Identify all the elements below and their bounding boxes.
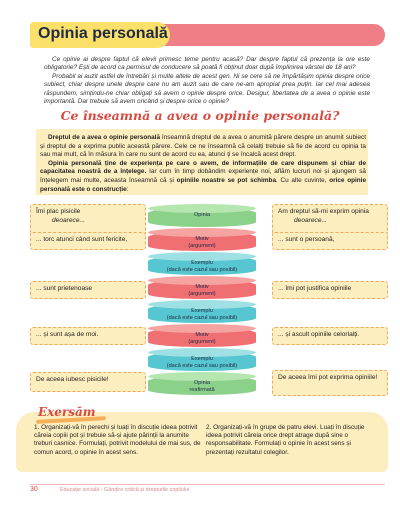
definition-emphasis-2: opiniile noastre se pot schimba: [176, 176, 276, 184]
page-number: 30: [30, 486, 38, 493]
intro-text: [44, 56, 370, 106]
definition-body-2: Iar cum în timp dobândim experiențe noi, aflăm lucruri noi și ajungem să înțelegem mai multe, aceasta înseamnă că și: [40, 168, 366, 184]
right-box-text: ... sunt o persoană,: [278, 236, 335, 243]
stack-disc-example-3: [148, 348, 256, 373]
left-box-text: ... și sunt așa de moi.: [36, 331, 99, 338]
disc-label-subtitle: (argument): [188, 290, 216, 297]
disc-label-title: Exemplu: [191, 260, 213, 266]
stack-disc-reason-2: [148, 276, 256, 301]
page-title: Opinia personală: [38, 25, 168, 42]
disc-label-subtitle: (dacă este cazul sau posibil): [166, 362, 238, 369]
stack-disc-reason-1: [148, 228, 256, 253]
stack-disc-example-1: [148, 252, 256, 277]
left-box-text: ... torc atunci când sunt fericite,: [36, 236, 128, 243]
exercise-item-1: 1. Organizați-vă în perechi și luați în discuție ideea potrivit căreia copiii pot și trebuie să-și ajute părinții la anumite treburi casnice. Formulați, potrivit modelului de mai sus, de comun acord, o opinie în acest sens.: [34, 424, 201, 456]
disc-label-title: Opinia: [193, 212, 211, 218]
disc-label: [148, 260, 256, 273]
exercise-title: Exersăm: [38, 405, 96, 419]
definition-emphasis-3: orice opinie personală este o construcție: [40, 176, 367, 193]
disc-label-title: Opinia: [193, 380, 211, 386]
right-box-reason-3: [272, 327, 388, 345]
definition-paragraph-2: [40, 160, 366, 194]
stack-disc-example-2: [148, 300, 256, 325]
left-box-text: ... sunt prietenoase: [36, 285, 93, 292]
disc-label-title: Motiv: [195, 332, 209, 338]
disc-label: [148, 212, 256, 219]
disc-label: [148, 356, 256, 369]
left-box-reason-3: [30, 327, 146, 345]
definition-emphasis-1: Opinia personală ține de experiența pe care o avem, de informațiile de care dispunem și chiar de capacitatea noastră de a înțelege.: [40, 159, 366, 176]
right-box-conclusion: [272, 370, 388, 396]
disc-label-subtitle: reafirmată: [189, 386, 215, 393]
left-box-text: Îmi plac pisicile: [36, 208, 81, 215]
intro-paragraph-2: Probabil ai auzit astfel de întrebări și multe altele de acest gen. Ni se cere să ne împărtășim opinia despre orice subiect, chiar despre unele despre care nu am auzit sau de care ne-am apropiat prea puțin. Iar cel mai adesea răspundem, simțindu-ne chiar obligați să avem o opinie despre orice. Desigur, libertatea de a avea o opinie este importantă. Dar trebuie să avem oricând și despre orice o opinie?: [44, 72, 370, 106]
footer-text: Educație socială - Gândire critică și drepturile copilului: [60, 487, 190, 493]
left-box-reason-1: [30, 232, 146, 250]
left-box-subtext: deoarece...: [52, 216, 85, 224]
disc-label: [148, 308, 256, 321]
left-box-conclusion: [30, 372, 146, 392]
stack-disc-reason-3: [148, 324, 256, 349]
exercise-item-2: 2. Organizați-vă în grupe de patru elevi. Luați în discuție ideea potrivit căreia orice drept atrage după sine o responsabilitate. Formulați o opinie în acest sens și prezentați rezultatul colegilor.: [206, 424, 365, 456]
definition-body-3: . Cu alte cuvinte,: [276, 176, 330, 184]
stack-disc-opinion: [148, 204, 256, 229]
left-box-reason-2: [30, 281, 146, 299]
right-box-reason-2: [272, 281, 388, 299]
disc-label-subtitle: (argument): [188, 242, 216, 249]
disc-label-subtitle: (argument): [188, 338, 216, 345]
disc-label: [148, 284, 256, 297]
disc-label-title: Motiv: [195, 284, 209, 290]
disc-label: [148, 236, 256, 249]
disc-label-title: Exemplu: [191, 308, 213, 314]
right-box-subtext: deoarece...: [294, 216, 327, 224]
right-box-text: Am dreptul să-mi exprim opinia: [278, 208, 369, 215]
disc-label-subtitle: (dacă este cazul sau posibil): [166, 266, 238, 273]
section-title: Ce înseamnă a avea o opinie personală?: [60, 108, 340, 123]
disc-label: [148, 380, 256, 393]
definition-text: [40, 134, 366, 194]
disc-label-title: Motiv: [195, 236, 209, 242]
definition-body: înseamnă dreptul de a avea o anumită părere despre un anumit subiect și dreptul de a exprima public această părere. Cele ce ne înseamnă că celalți trebuie să fie de acord cu opinia ta sau mai mult, că în măsura în care nu sunt de acord cu ea, atunci ți se încalcă acest drept.: [40, 134, 366, 159]
footer-divider: [30, 484, 385, 485]
right-box-text: ... îmi pot justifica opiniile: [278, 285, 352, 292]
definition-term: Dreptul de a avea o opinie personală: [48, 134, 161, 141]
disc-label: [148, 332, 256, 345]
definition-paragraph-1: [40, 134, 366, 160]
right-box-text: ... și ascult opiniile celorlalți.: [278, 331, 360, 338]
left-box-text: De aceea iubesc pisicile!: [36, 376, 109, 383]
disc-label-subtitle: (dacă este cazul sau posibil): [166, 314, 238, 321]
right-box-reason-1: [272, 232, 388, 250]
intro-paragraph-1: Ce opinie ai despre faptul că elevii primesc teme pentru acasă? Dar despre faptul că prezența la ore este obligatorie? Ești de acord ca permisul de conducere să poată fi obținut doar după împlinirea vârstei de 18 ani?: [44, 56, 370, 72]
disc-label-title: Exemplu: [191, 356, 213, 362]
stack-disc-conclusion: [148, 372, 256, 397]
right-box-text: De aceea îmi pot exprima opiniile!: [278, 374, 378, 381]
definition-end: :: [126, 185, 129, 193]
